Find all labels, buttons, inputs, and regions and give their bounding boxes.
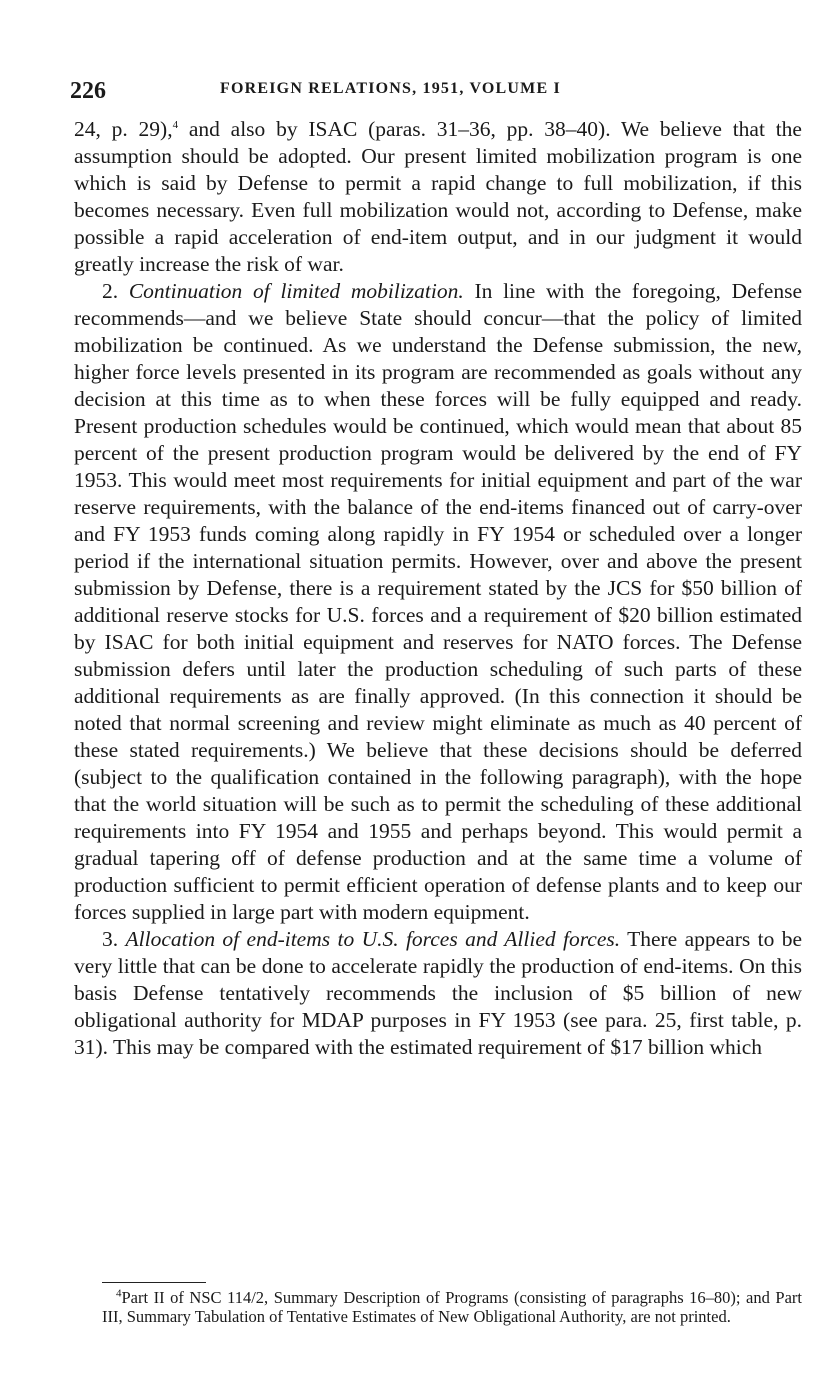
footnote-text: Part II of NSC 114/2, Summary Description of Programs (consisting of paragraphs 16–80); and Part III, Summary Tabulation of Tentative Estimates of New Obligational Authority, are not printed. <box>102 1288 802 1326</box>
paragraph-continuation-of-limited-mobilization <box>74 278 802 926</box>
footnote-reference: 4 <box>172 118 179 131</box>
paragraph-number: 3. <box>102 927 119 951</box>
footnote-divider <box>102 1282 206 1283</box>
page-header <box>70 78 790 112</box>
paragraph-heading: Allocation of end-items to U.S. forces and Allied forces. <box>125 927 621 951</box>
paragraph-text: and also by ISAC (paras. 31–36, pp. 38–40). We believe that the assumption should be adopted. Our present limited mobilization program is one which is said by Defense to permit a rapid change to full mobilization, if this becomes necessary. Even full mobilization would not, according to Defense, make possible a rapid acceleration of end-item output, and in our judgment it would greatly increase the risk of war. <box>74 117 802 276</box>
paragraph-continuation <box>74 116 802 278</box>
paragraph-number: 2. <box>102 279 119 303</box>
page-number: 226 <box>70 78 106 104</box>
footnote-paragraph <box>102 1288 802 1326</box>
paragraph-text: There appears to be very little that can be done to accelerate rapidly the production of end-items. On this basis Defense tentatively recommends the inclusion of $5 billion of new obligational authority for MDAP purposes in FY 1953 (see para. 25, first table, p. 31). This may be compared with the estimated requirement of $17 billion which <box>74 927 802 1059</box>
footnote-marker: 4 <box>116 1287 122 1300</box>
paragraph-heading: Continuation of limited mobilization. <box>128 279 464 303</box>
paragraph-allocation-of-end-items <box>74 926 802 1061</box>
paragraph-text: In line with the foregoing, Defense recommends—and we believe State should concur—that the policy of limited mobilization be continued. As we understand the Defense submission, the new, higher force levels presented in its program are recommended as goals without any decision at this time as to when these forces will be fully equipped and ready. Present production schedules would be continued, which would mean that about 85 percent of the present production program would be delivered by the end of FY 1953. This would meet most requirements for initial equipment and part of the war reserve requirements, with the balance of the end-items financed out of carry-over and FY 1953 funds coming along rapidly in FY 1954 or scheduled over a longer period if the international situation permits. However, over and above the present submission by Defense, there is a requirement stated by the JCS for $50 billion of additional reserve stocks for U.S. forces and a requirement of $20 billion estimated by ISAC for both initial equipment and reserves for NATO forces. The Defense submission defers until later the production scheduling of such parts of these additional requirements as are finally approved. (In this connection it should be noted that normal screening and review might eliminate as much as 40 percent of these stated requirements.) We believe that these decisions should be deferred (subject to the qualification contained in the following paragraph), with the hope that the world situation will be such as to permit the scheduling of these additional requirements into FY 1954 and 1955 and perhaps beyond. This would permit a gradual tapering off of defense production and at the same time a volume of production sufficient to permit efficient operation of defense plants and to keep our forces supplied in large part with modern equipment. <box>74 279 802 924</box>
paragraph-text: 24, p. 29), <box>74 117 173 141</box>
footnote <box>102 1288 802 1326</box>
running-head: FOREIGN RELATIONS, 1951, VOLUME I <box>220 80 561 97</box>
body-text <box>74 116 802 1061</box>
